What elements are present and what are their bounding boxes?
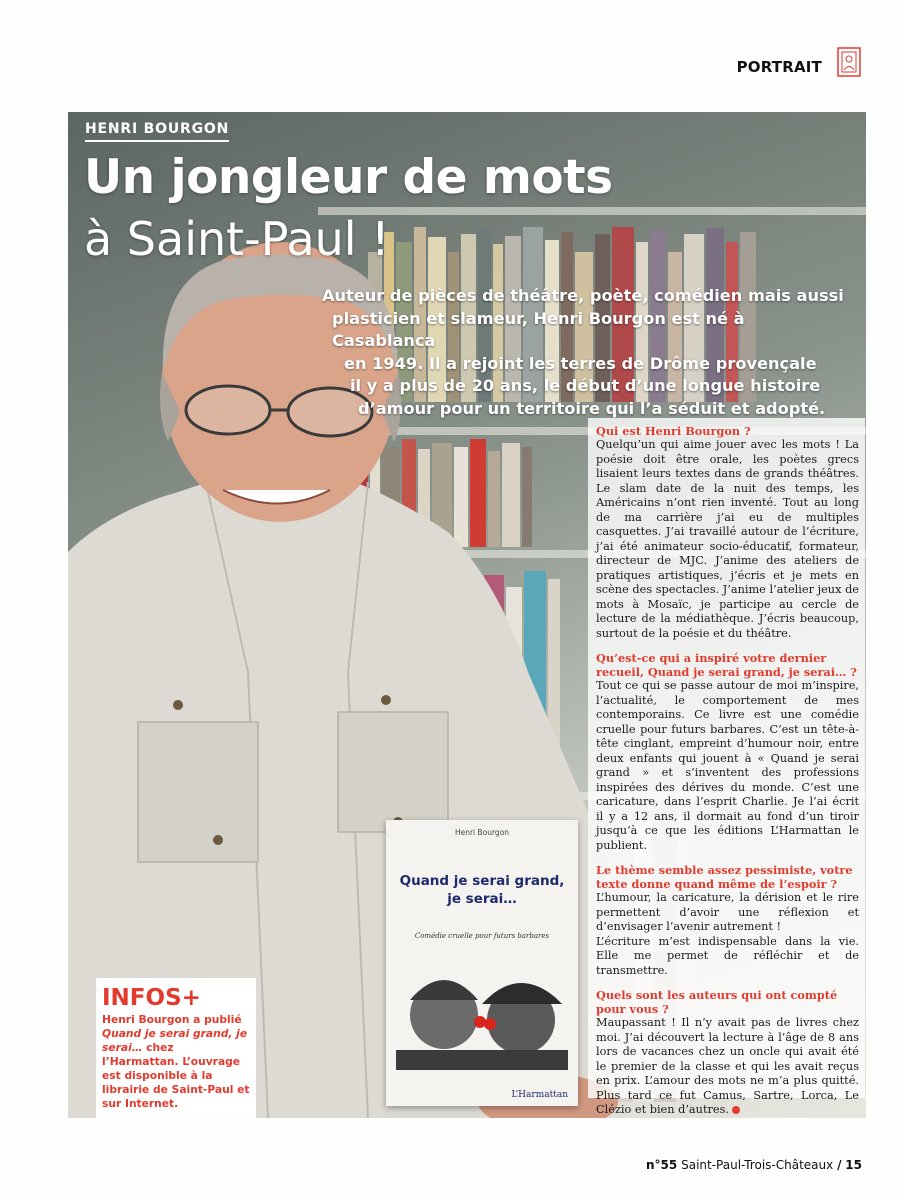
interview-question: Qui est Henri Bourgon ? bbox=[596, 424, 751, 438]
footer-separator: / bbox=[837, 1158, 842, 1172]
answer-paragraph: Tout ce qui se passe autour de moi m’inspire, l’actualité, le comportement de mes contemporains. Ce livre est une comédie cruelle pour futurs barbares. C’est un tête-à-tête cinglant, empreint d’humour noir, entre deux enfants qui jouent à « Quand je serai grand » et s’inventent des professions inspirées des dérives du monde. C’est une caricature, dans l’esprit Charlie. Je l’ai écrit il y a 12 ans, il dormait au fond d’un tiroir jusqu’à ce que les éditions L’Harmattan le publient. bbox=[596, 679, 859, 852]
page-number: 15 bbox=[845, 1158, 862, 1172]
lede-line: il y a plus de 20 ans, le début d’une longue histoire bbox=[350, 376, 821, 395]
answer-paragraph: Maupassant ! Il n’y avait pas de livres chez moi. J’ai découvert la lecture à l’âge de 8 ans lors de vacances chez un oncle qui avait été le premier de la classe et qui les avait reçus en prix. L’amour des mots ne m’a plus quitté. Plus tard ce fut Camus, Sartre, Lorca, Le Clézio et bien d’autres. bbox=[596, 1016, 859, 1116]
interview-question: Le thème semble assez pessimiste, votre texte donne quand même de l’espoir ? bbox=[596, 863, 853, 891]
book-publisher: L’Harmattan bbox=[511, 1090, 568, 1100]
infos-title: INFOS+ bbox=[102, 985, 201, 1011]
lede-line: d’amour pour un territoire qui l’a séduit et adopté. bbox=[358, 398, 826, 418]
interview-panel bbox=[588, 418, 865, 1116]
qa-block bbox=[596, 424, 859, 641]
article-kicker: HENRI BOURGON bbox=[85, 121, 229, 142]
interview-answer bbox=[596, 438, 859, 641]
interview-answer bbox=[596, 891, 859, 978]
article-lede bbox=[318, 285, 850, 420]
qa-block bbox=[596, 651, 859, 853]
book-cover bbox=[386, 820, 578, 1106]
answer-paragraph: L’écriture m’est indispensable dans la vie. Elle me permet de réfléchir et de transmettre. bbox=[596, 934, 859, 977]
infos-availability: L’ouvrage est disponible à la librairie de Saint-Paul et sur Internet. bbox=[102, 1055, 250, 1110]
qa-block bbox=[596, 863, 859, 978]
end-of-article-icon bbox=[732, 1106, 740, 1114]
clown-faces-illustration bbox=[396, 960, 568, 1070]
issue-number: n°55 bbox=[646, 1158, 678, 1172]
page-footer bbox=[646, 1158, 862, 1172]
book-title: Quand je serai grand, je serai… bbox=[399, 873, 565, 907]
interview-answer bbox=[596, 1016, 859, 1118]
portrait-frame-icon bbox=[836, 46, 862, 78]
lede-line: en 1949. Il a rejoint les terres de Drôme provençale bbox=[344, 353, 817, 373]
book-subtitle: Comédie cruelle pour futurs barbares bbox=[414, 932, 550, 940]
interview-answer bbox=[596, 679, 859, 853]
answer-paragraph: Quelqu’un qui aime jouer avec les mots ! La poésie doit être orale, les poètes grecs lisaient leurs textes dans de grands théâtres. Le slam date de la nuit des temps, les Américains n’ont rien inventé. Tout au long de ma carrière j’ai eu de multiples casquettes. J’ai travaillé autour de l’écriture, j’ai été animateur socio-éducatif, formateur, directeur de MJC. J’anime des ateliers de pratiques artistiques, j’écris et je mets en scène des spectacles. J’anime l’atelier jeux de mots à Mosaïc, je participe au cercle de lecture de la médiathèque. J’écris beaucoup, surtout de la poésie et du théâtre. bbox=[596, 438, 859, 640]
infos-publisher: chez l’Harmattan. bbox=[102, 1041, 179, 1068]
lede-line: plasticien et slameur, Henri Bourgon est né à Casablanca bbox=[332, 308, 745, 350]
infos-intro: Henri Bourgon a publié bbox=[102, 1013, 242, 1026]
answer-paragraph: L’humour, la caricature, la dérision et le rire permettent d’avoir une réflexion et d’envisager l’avenir autrement ! bbox=[596, 891, 859, 933]
book-author: Henri Bourgon bbox=[454, 828, 510, 837]
article-title-line-1: Un jongleur de mots bbox=[84, 150, 613, 205]
qa-block bbox=[596, 988, 859, 1118]
section-label: PORTRAIT bbox=[736, 58, 822, 76]
magazine-place: Saint-Paul-Trois-Châteaux bbox=[681, 1158, 834, 1172]
interview-question: Quels sont les auteurs qui ont compté pour vous ? bbox=[596, 988, 838, 1016]
article-title-line-2: à Saint-Paul ! bbox=[84, 212, 390, 266]
infos-book-title: Quand je serai grand, je serai… bbox=[102, 1027, 248, 1054]
infos-text bbox=[102, 1013, 250, 1111]
interview-question: Qu’est-ce qui a inspiré votre dernier recueil, Quand je serai grand, je serai… ? bbox=[596, 651, 857, 679]
lede-line: Auteur de pièces de théâtre, poète, comédien mais aussi bbox=[322, 286, 844, 305]
infos-box bbox=[96, 978, 256, 1118]
